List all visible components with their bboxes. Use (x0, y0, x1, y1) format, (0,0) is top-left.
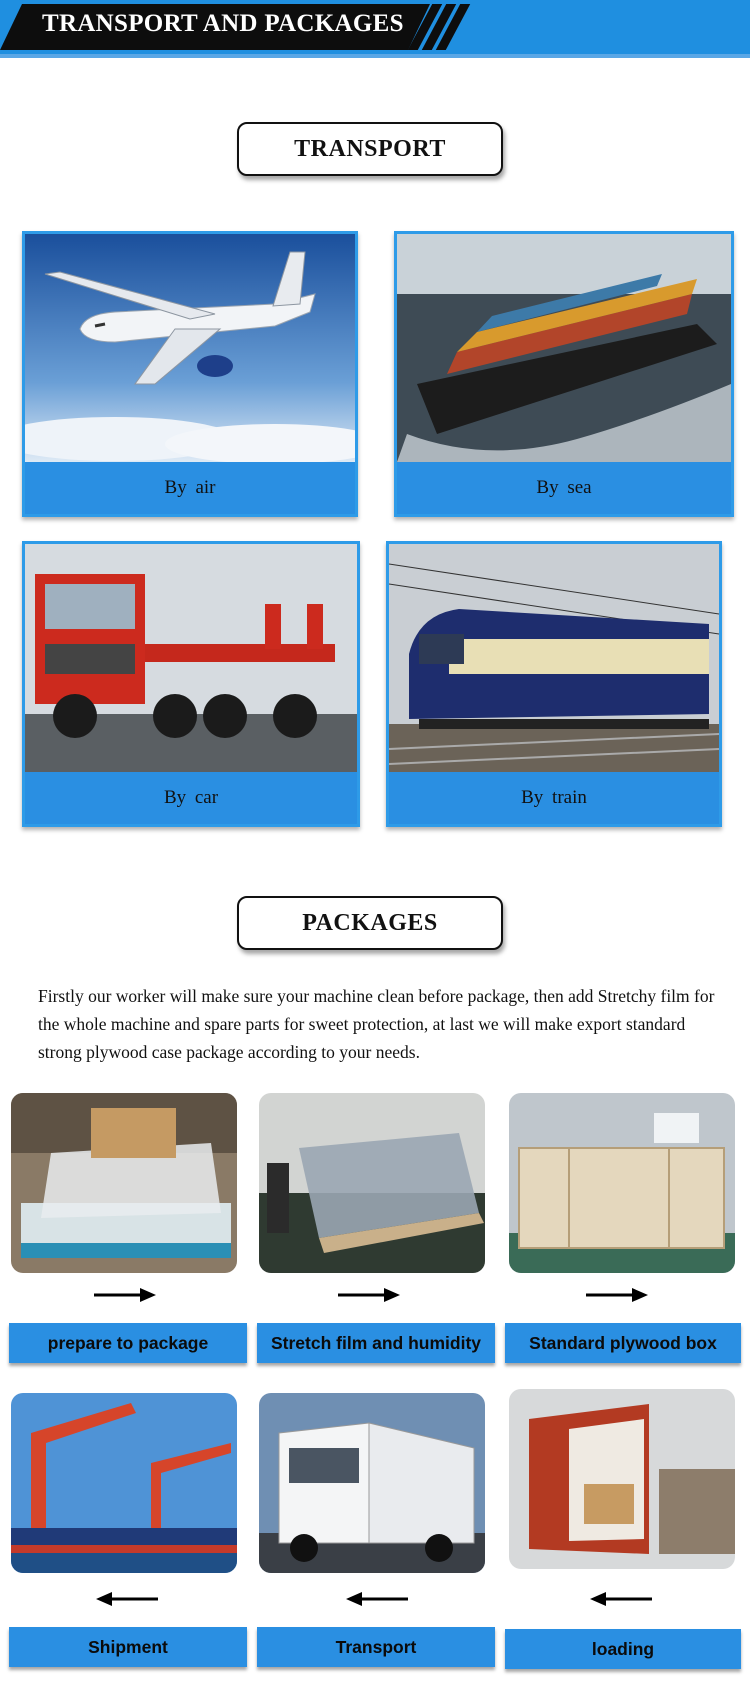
page-title: TRANSPORT AND PACKAGES (42, 10, 404, 37)
arrow-left-icon (344, 1589, 408, 1609)
airplane-photo (25, 234, 355, 462)
transport-card-sea (394, 231, 734, 517)
arrow-left-icon (588, 1589, 652, 1609)
transport-label-sea: By sea (536, 477, 592, 498)
stretch-film-photo (259, 1093, 485, 1273)
step-label-shipment: Shipment (9, 1627, 247, 1667)
transport-section-title: TRANSPORT (237, 122, 503, 176)
transport-card-car (22, 541, 360, 827)
step-label-plywood: Standard plywood box (505, 1323, 741, 1363)
semi-truck-photo (259, 1393, 485, 1573)
cargo-ship-photo (397, 234, 731, 462)
arrow-right-icon (338, 1285, 402, 1305)
step-label-prepare: prepare to package (9, 1323, 247, 1363)
plywood-box-photo (509, 1093, 735, 1273)
truck-photo (25, 544, 357, 772)
step-label-transport: Transport (257, 1627, 495, 1667)
arrow-right-icon (586, 1285, 650, 1305)
transport-label-air: By air (164, 477, 216, 498)
step-label-loading: loading (505, 1629, 741, 1669)
container-loading-photo (509, 1389, 735, 1569)
packages-description: Firstly our worker will make sure your machine clean before package, then add Stretchy film for the whole machine and spare parts for sweet protection, at last we will make export standard strong plywood case package according to your needs. (38, 986, 715, 1062)
step-label-stretch-film: Stretch film and humidity (257, 1323, 495, 1363)
transport-card-air (22, 231, 358, 517)
transport-label-train: By train (521, 787, 587, 808)
packages-section-title: PACKAGES (237, 896, 503, 950)
arrow-left-icon (94, 1589, 158, 1609)
transport-card-train (386, 541, 722, 827)
train-photo (389, 544, 719, 772)
transport-label-car: By car (163, 787, 219, 808)
port-cranes-photo (11, 1393, 237, 1573)
wrapped-machine-photo (11, 1093, 237, 1273)
arrow-right-icon (94, 1285, 158, 1305)
